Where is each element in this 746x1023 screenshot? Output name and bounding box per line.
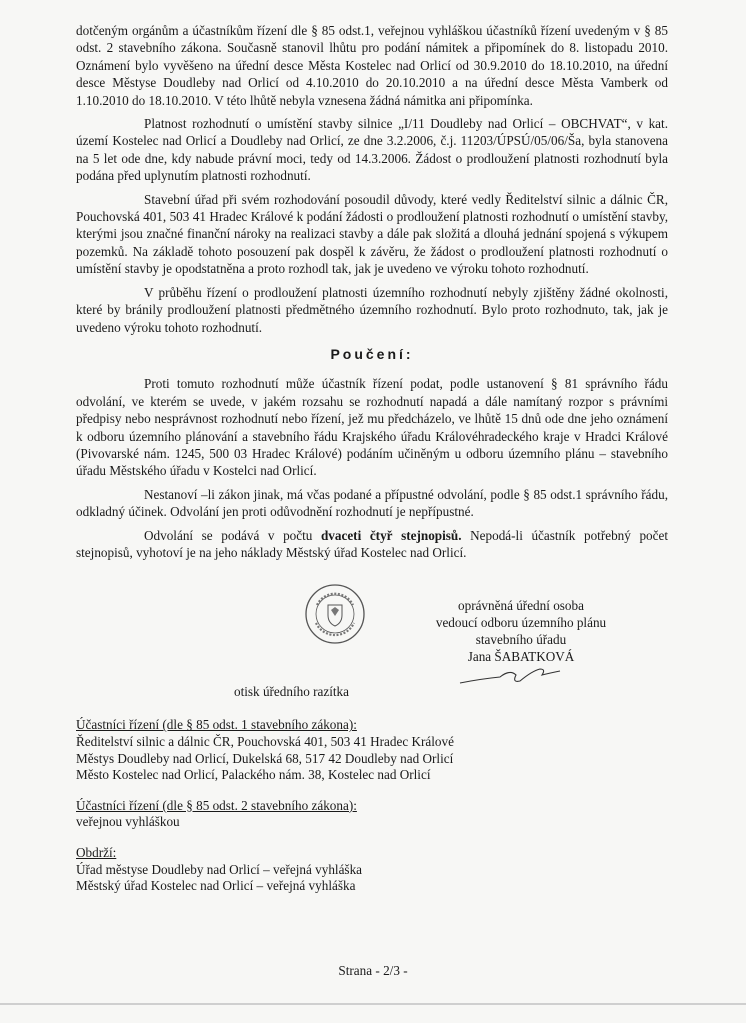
official-stamp-icon <box>304 583 366 645</box>
copies-prefix: Odvolání se podává v počtu <box>144 527 321 543</box>
paragraph-suspensive: Nestanoví –li zákon jinak, má včas podané a přípustné odvolání, podle § 85 odst.1 správního řádu, odkladný účinek. Odvolání jen proti odůvodnění rozhodnutí je nepřípustné. <box>76 486 668 520</box>
paragraph-validity: Platnost rozhodnutí o umístění stavby silnice „I/11 Doudleby nad Orlicí – OBCHVAT“, v kat. území Kostelec nad Orlicí a Doudleby nad Orlicí, ze dne 3.2.2006, č.j. 11203/ÚPSÚ/05/06/Ša, byla stanovena na 5 let ode dne, kdy nabude právní moci, tedy od 14.3.2006. Žádost o prodloužení platnosti rozhodnutí byla podána před uplynutím platnosti rozhodnutí. <box>76 116 668 184</box>
official-role: oprávněná úřední osoba <box>458 598 584 614</box>
paragraph-notification: dotčeným orgánům a účastníkům řízení dle § 85 odst.1, veřejnou vyhláškou účastníků řízení uvedeným v § 85 odst. 2 stavebního zákona. Současně stanovil lhůtu pro podání námitek a připomínek do 8. listopadu 2010. Oznámení bylo vyvěšeno na úřední desce Města Kostelec nad Orlicí od 30.9.2010 do 18.10.2010, na úřední desce Městyse Doudleby nad Orlicí od 4.10.2010 do 20.10.2010 a na úřední desce Města Vamberk od 1.10.2010 do 18.10.2010. V této lhůtě nebyla vznesena žádná námitka ani připomínka. <box>76 23 668 108</box>
page-edge <box>0 1003 746 1005</box>
official-person <box>416 597 626 665</box>
copies-suffix: Nepodá-li účastník potřebný počet stejnopisů, vyhotoví je na jeho náklady Městský úřad Kostelec nad Orlicí. <box>76 527 668 560</box>
document-body <box>76 22 668 895</box>
page-number: Strana - 2/3 - <box>338 963 408 978</box>
paragraph-appeal: Proti tomuto rozhodnutí může účastník řízení podat, podle ustanovení § 81 správního řádu odvolání, ve kterém se uvede, v jakém rozsahu se rozhodnutí napadá a dále namítaný rozpor s právními předpisy nebo nesprávnost rozhodnutí nebo řízení, jež mu předcházelo, ve lhůtě 15 dnů ode dne jeho oznámení k odboru územního plánování a stavebního řádu Krajského úřadu Královéhradeckého kraje v Hradci Králové (Pivovarské nám. 1245, 500 03 Hradec Králové) podáním učiněným u odboru územního plánu – stavebního úřadu Městského úřadu v Kostelci nad Orlicí. <box>76 376 668 479</box>
official-office: stavebního úřadu <box>475 632 567 648</box>
list-item: Úřad městyse Doudleby nad Orlicí – veřejná vyhláška <box>76 861 363 877</box>
list-item: Městský úřad Kostelec nad Orlicí – veřejná vyhláška <box>76 878 356 894</box>
participants-2-heading: Účastníci řízení (dle § 85 odst. 2 stavebního zákona): <box>76 797 357 813</box>
handwritten-signature-icon <box>456 665 566 689</box>
recipients-heading: Obdrží: <box>76 844 117 860</box>
list-item: Městys Doudleby nad Orlicí, Dukelská 68, 517 42 Doudleby nad Orlicí <box>76 750 454 766</box>
signature-block <box>76 567 668 700</box>
official-name: Jana ŠABATKOVÁ <box>467 649 575 665</box>
official-department: vedoucí odboru územního plánu <box>435 615 607 631</box>
list-item: Ředitelství silnic a dálnic ČR, Pouchovská 401, 503 41 Hradec Králové <box>76 733 454 749</box>
copies-count: dvaceti čtyř stejnopisů. <box>320 527 462 543</box>
instruction-heading: Poučení: <box>330 345 414 362</box>
participants-1-heading: Účastníci řízení (dle § 85 odst. 1 stavebního zákona): <box>76 717 357 733</box>
paragraph-reasons: Stavební úřad při svém rozhodování posoudil důvody, které vedly Ředitelství silnic a dálnic ČR, Pouchovská 401, 503 41 Hradec Králové k podání žádosti o prodloužení platnosti rozhodnutí o umístění stavby, kterými jsou značné finanční nároky na realizaci stavby a dále pak složitá a dlouhá jednání spojená s výkupem pozemků. Na základě tohoto posouzení pak dospěl k závěru, že žádost o prodloužení platnosti rozhodnutí o umístění stavby je opodstatněna a proto rozhodl tak, jak je uvedeno ve výroku tohoto rozhodnutí. <box>76 191 668 277</box>
paragraph-conclusion: V průběhu řízení o prodloužení platnosti územního rozhodnutí nebyly zjištěny žádné okolnosti, které by bránily prodloužení platnosti předmětného územního rozhodnutí. Bylo proto rozhodnuto, tak, jak je uvedeno výroku tohoto rozhodnutí. <box>76 284 668 335</box>
list-item: veřejnou vyhláškou <box>76 814 180 830</box>
stamp-caption: otisk úředního razítka <box>234 684 349 700</box>
distribution-lists <box>76 717 668 894</box>
paragraph-copies <box>76 527 668 562</box>
list-item: Město Kostelec nad Orlicí, Palackého nám. 38, Kostelec nad Orlicí <box>76 767 431 783</box>
